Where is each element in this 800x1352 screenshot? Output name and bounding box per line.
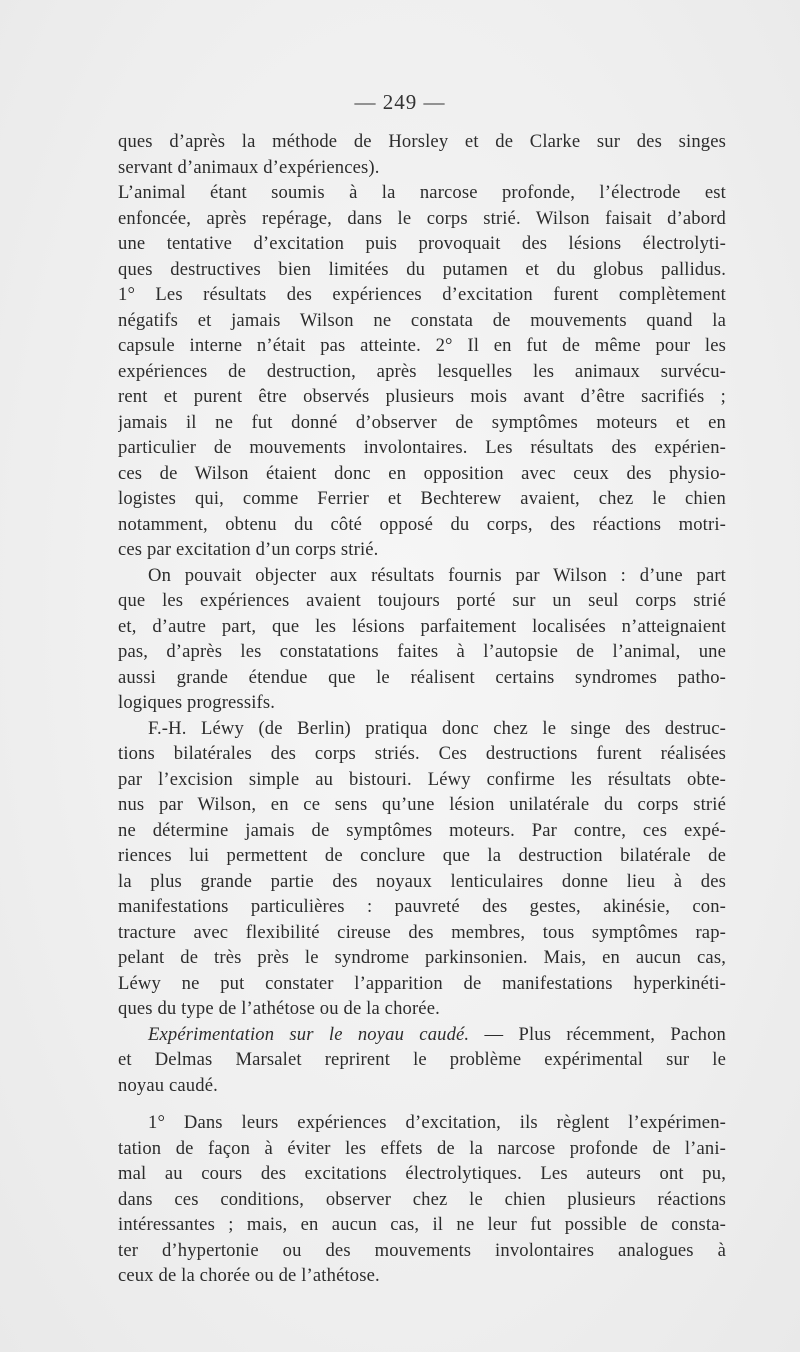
text-line: jamais il ne fut donné d’observer de symptômes moteurs et en [118, 411, 726, 433]
text-line [118, 1022, 726, 1048]
text-line: ces par excitation d’un corps strié. [118, 539, 379, 560]
text-line: 1° Les résultats des expériences d’excitation furent complètement [118, 284, 726, 305]
text-fragment: — Plus récemment, Pachon [469, 1023, 726, 1045]
text-line: ne détermine jamais de symptômes moteurs. Par contre, ces expé- [118, 819, 726, 841]
text-line: mal au cours des excitations électrolytiques. Les auteurs ont pu, [118, 1163, 726, 1184]
text-line: rent et purent être observés plusieurs mois avant d’être sacrifiés ; [118, 386, 726, 407]
text-line: logiques progressifs. [118, 692, 276, 713]
section-heading-italic: Expérimentation sur le noyau caudé. [148, 1023, 470, 1045]
text-line: une tentative d’excitation puis provoquait des lésions électrolyti- [118, 233, 726, 254]
text-line: expériences de destruction, après lesquelles les animaux survécu- [118, 360, 726, 382]
text-line: que les expériences avaient toujours porté sur un seul corps strié [118, 590, 726, 611]
text-line: et, d’autre part, que les lésions parfaitement localisées n’atteignaient [118, 615, 726, 637]
text-line: L’animal étant soumis à la narcose profonde, l’électrode est [118, 182, 726, 203]
text-line: et Delmas Marsalet reprirent le problème expérimental sur le [118, 1049, 726, 1070]
text-line: nus par Wilson, en ce sens qu’une lésion unilatérale du corps strié [118, 794, 726, 815]
text-line: riences lui permettent de conclure que la destruction bilatérale de [118, 845, 726, 866]
text-line: ces de Wilson étaient donc en opposition avec ceux des physio- [118, 462, 726, 484]
text-line: ques du type de l’athétose ou de la chorée. [118, 998, 440, 1019]
text-line: tation de façon à éviter les effets de la narcose profonde de l’ani- [118, 1137, 726, 1159]
text-line: manifestations particulières : pauvreté des gestes, akinésie, con- [118, 896, 726, 917]
text-line: capsule interne n’était pas atteinte. 2° Il en fut de même pour les [118, 335, 726, 356]
text-line: enfoncée, après repérage, dans le corps strié. Wilson faisait d’abord [118, 207, 726, 229]
text-line: Léwy ne put constater l’apparition de manifestations hyperkinéti- [118, 972, 726, 994]
text-line: aussi grande étendue que le réalisent certains syndromes patho- [118, 666, 726, 688]
text-line: servant d’animaux d’expériences). [118, 156, 380, 178]
paragraph-gap [118, 1098, 726, 1110]
text-line: pelant de très près le syndrome parkinsonien. Mais, en aucun cas, [118, 947, 726, 968]
text-line: tions bilatérales des corps striés. Ces destructions furent réalisées [118, 743, 726, 764]
text-line: la plus grande partie des noyaux lenticulaires donne lieu à des [118, 870, 726, 892]
text-line: ques d’après la méthode de Horsley et de Clarke sur des singes [118, 131, 726, 152]
text-line: dans ces conditions, observer chez le chien plusieurs réactions [118, 1188, 726, 1210]
text-line: particulier de mouvements involontaires. Les résultats des expérien- [118, 437, 726, 458]
text-line: par l’excision simple au bistouri. Léwy confirme les résultats obte- [118, 768, 726, 790]
text-line: F.-H. Léwy (de Berlin) pratiqua donc chez le singe des destruc- [148, 717, 726, 739]
text-line: ques destructives bien limitées du putamen et du globus pallidus. [118, 258, 726, 280]
text-line: ceux de la chorée ou de l’athétose. [118, 1265, 380, 1286]
text-line: 1° Dans leurs expériences d’excitation, ils règlent l’expérimen- [148, 1112, 726, 1133]
text-line: notamment, obtenu du côté opposé du corps, des réactions motri- [118, 513, 726, 535]
text-line: pas, d’après les constatations faites à l’autopsie de l’animal, une [118, 641, 726, 662]
text-line: intéressantes ; mais, en aucun cas, il ne leur fut possible de consta- [118, 1214, 726, 1235]
text-line: tracture avec flexibilité cireuse des membres, tous symptômes rap- [118, 921, 726, 943]
text-line: négatifs et jamais Wilson ne constata de mouvements quand la [118, 309, 726, 331]
page-number: — 249 — [354, 90, 446, 114]
text-line: ter d’hypertonie ou des mouvements involontaires analogues à [118, 1239, 726, 1261]
text-line: logistes qui, comme Ferrier et Bechterew avaient, chez le chien [118, 488, 726, 509]
text-line: noyau caudé. [118, 1074, 218, 1096]
body-text [118, 129, 726, 1289]
text-line: On pouvait objecter aux résultats fournis par Wilson : d’une part [148, 564, 726, 586]
